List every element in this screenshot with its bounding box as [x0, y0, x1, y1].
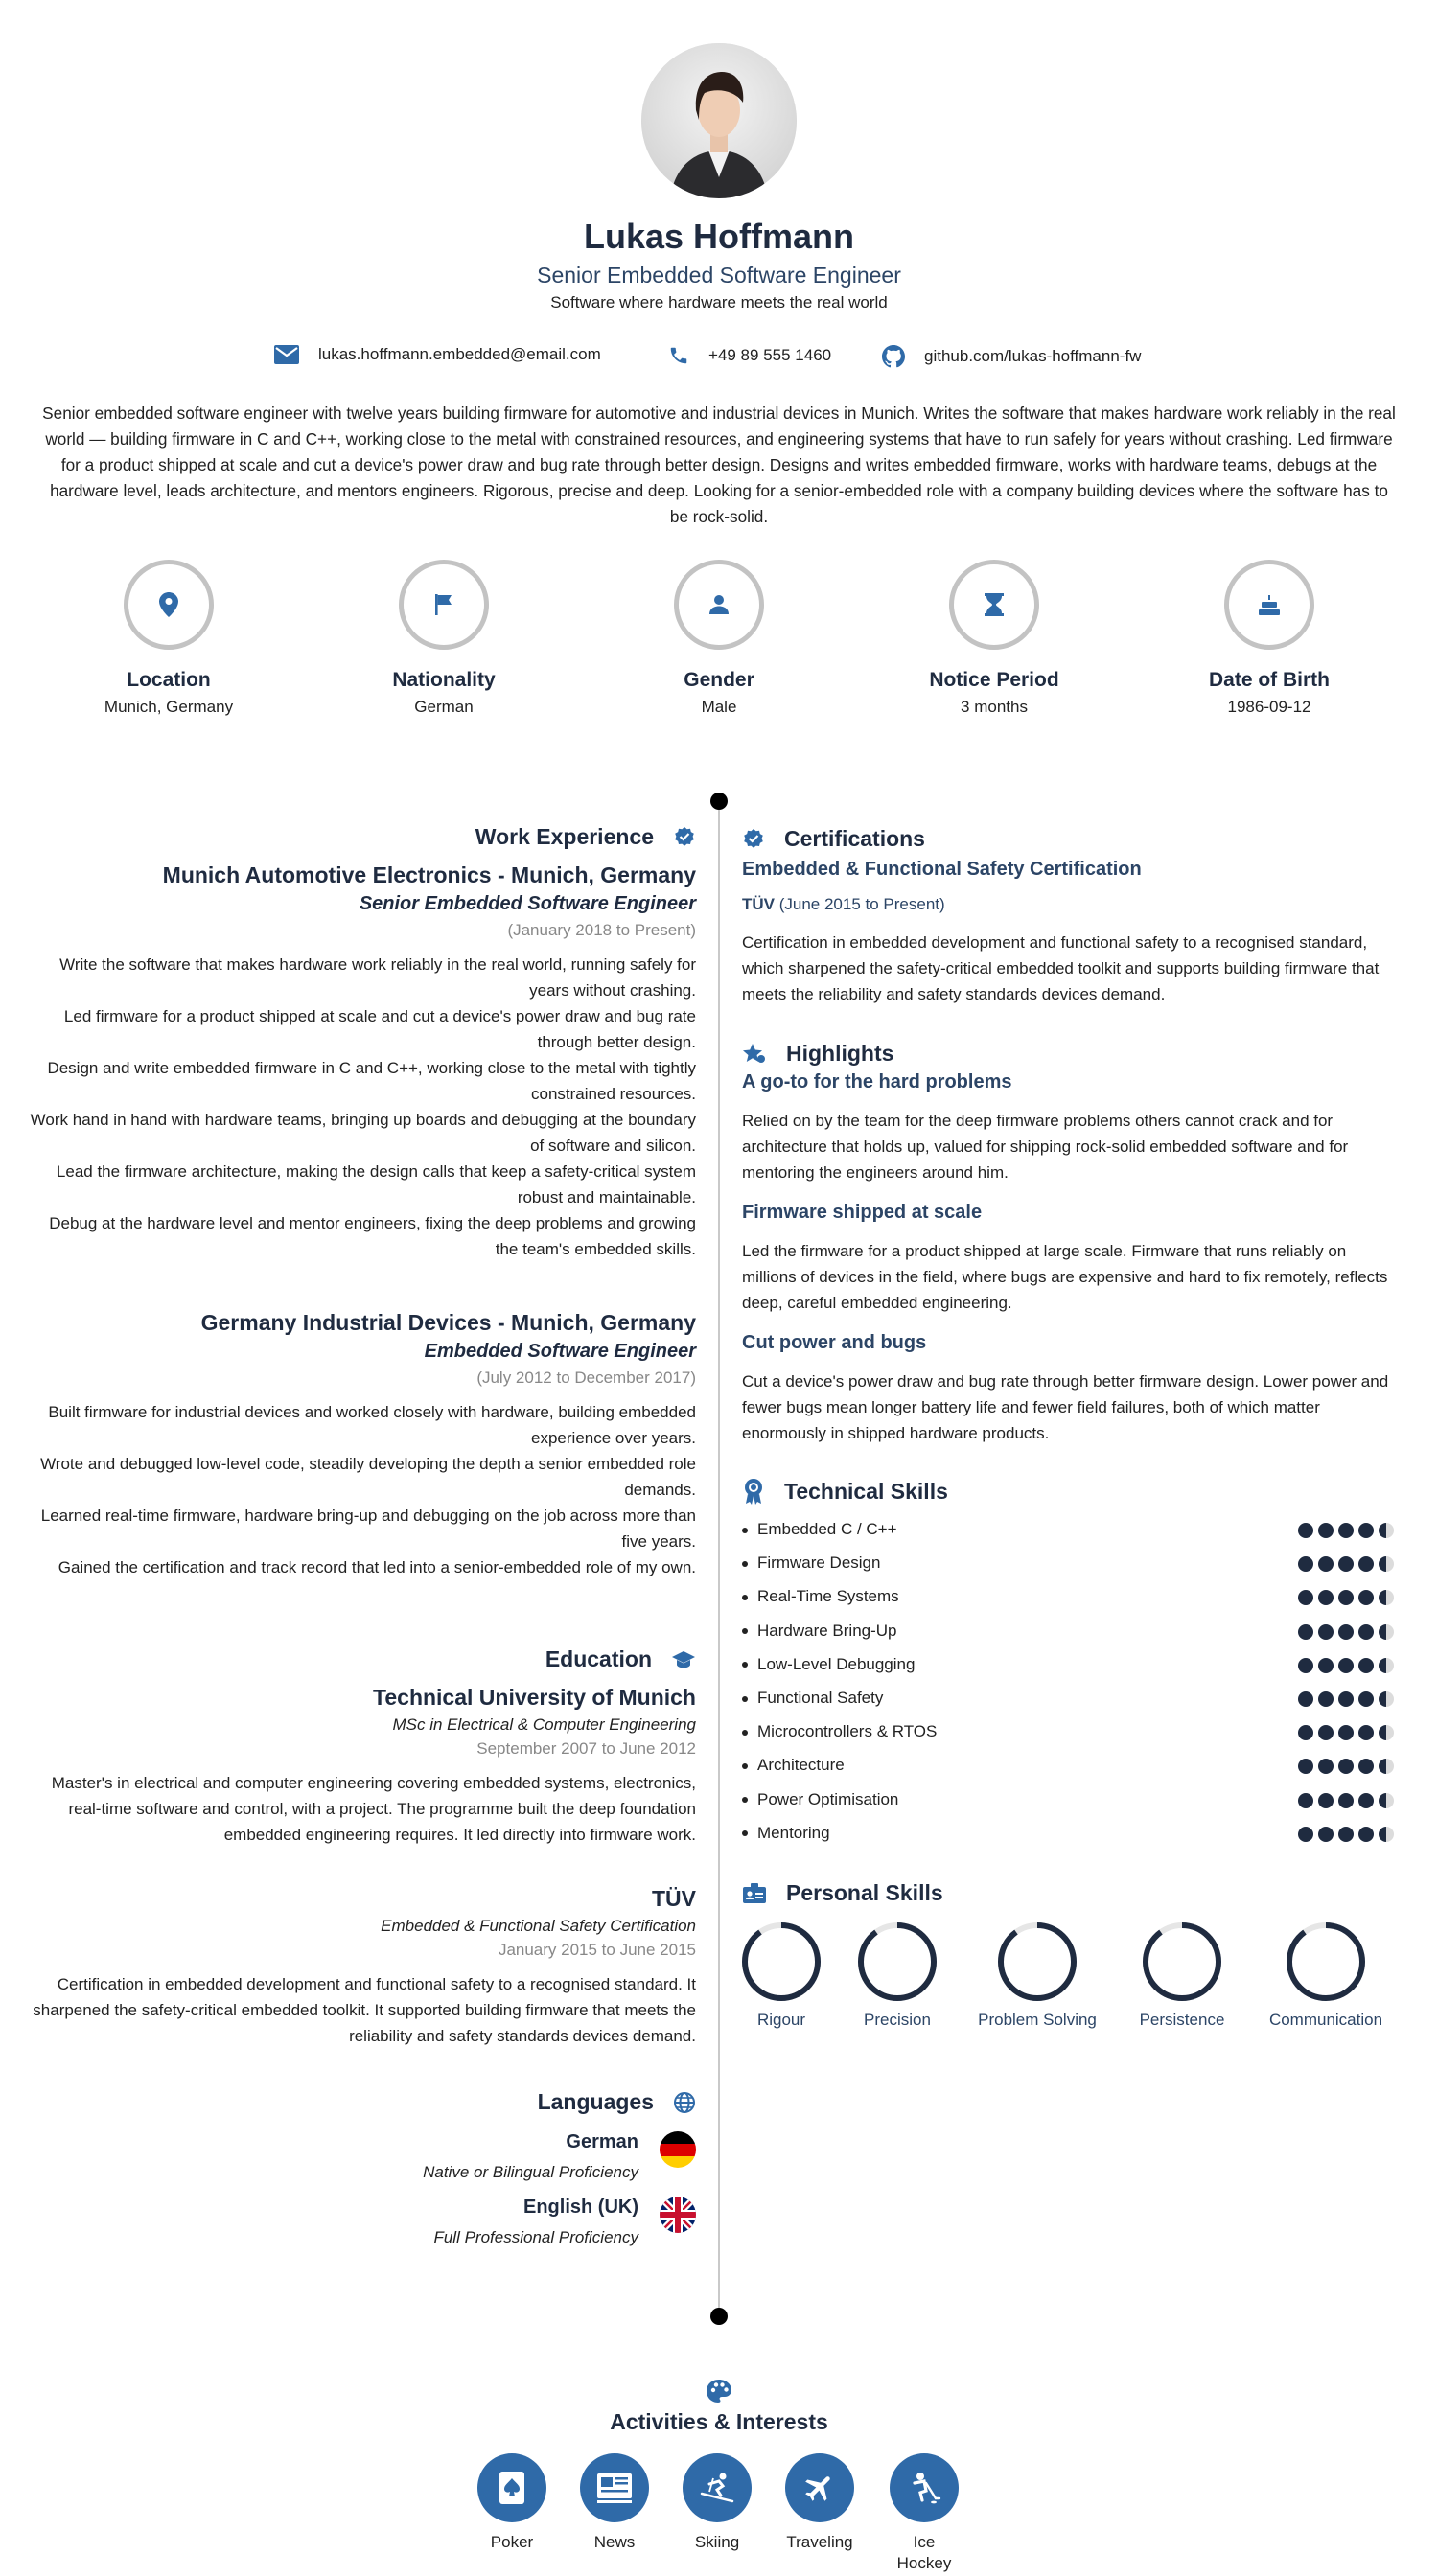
language-german — [423, 2131, 638, 2182]
language-name: German — [566, 2131, 638, 2152]
rating-dot — [1318, 1725, 1334, 1740]
info-value: German — [414, 698, 474, 716]
job-bullets — [25, 952, 696, 1262]
activity-ice-hockey — [886, 2453, 963, 2574]
skill-rating — [1298, 1523, 1394, 1538]
rating-dot — [1358, 1793, 1374, 1808]
skill-progress-ring — [1283, 1919, 1369, 2005]
rating-dot — [1379, 1759, 1394, 1774]
activity-traveling — [781, 2453, 858, 2553]
bullet-dot — [742, 1730, 748, 1736]
phone-icon — [668, 345, 689, 366]
info-gender — [623, 560, 815, 717]
skill-rating — [1298, 1759, 1394, 1774]
rating-dot — [1318, 1827, 1334, 1842]
job-bullet: Gained the certification and track record that led into a senior-embedded role of my own. — [58, 1558, 696, 1576]
job-bullet: Lead the firmware architecture, making the design calls that keep a safety-critical system robust and maintainable. — [56, 1162, 696, 1207]
technical-skill-name: Architecture — [757, 1756, 845, 1775]
id-card-icon — [742, 1883, 767, 1904]
job-bullet: Debug at the hardware level and mentor engineers, fixing the deep problems and growing the team's embedded skills. — [49, 1214, 696, 1258]
job-dates: (July 2012 to December 2017) — [476, 1368, 696, 1387]
palette-icon — [706, 2379, 732, 2408]
skill-rating — [1298, 1793, 1394, 1808]
bullet-dot — [742, 1628, 748, 1634]
skill-rating — [1298, 1827, 1394, 1842]
skill-progress-ring — [854, 1919, 940, 2005]
skill-rating — [1298, 1691, 1394, 1707]
section-title: Education — [545, 1646, 652, 1671]
technical-skill-row — [742, 1756, 1394, 1779]
personal-skill — [1115, 1919, 1249, 2030]
job-org: Germany Industrial Devices - Munich, Germany — [200, 1310, 696, 1335]
activity-skiing — [679, 2453, 755, 2553]
job-bullet: Built firmware for industrial devices and worked closely with hardware, building embedded experience over years. — [48, 1403, 696, 1447]
job-bullet: Led firmware for a product shipped at scale and cut a device's power draw and bug rate through better design. — [63, 1007, 696, 1051]
education-entry-2 — [25, 1886, 696, 2049]
cert-dates: (June 2015 to Present) — [778, 895, 945, 913]
cert-name: Embedded & Functional Safety Certification — [742, 859, 1142, 880]
job-bullet: Design and write embedded firmware in C and C++, working close to the metal with tightly constrained resources. — [47, 1059, 696, 1103]
technical-skill-name: Power Optimisation — [757, 1789, 899, 1808]
personal-skill-name: Persistence — [1139, 2011, 1225, 2029]
rating-dot — [1338, 1793, 1354, 1808]
edu-org: TÜV — [652, 1886, 696, 1911]
activity-news — [576, 2453, 653, 2553]
dob-ring — [1224, 560, 1314, 650]
activity-label: Poker — [490, 2533, 534, 2551]
job-bullet: Work hand in hand with hardware teams, bringing up boards and debugging at the boundary of software and silicon. — [30, 1111, 696, 1155]
edu-degree: Embedded & Functional Safety Certification — [381, 1917, 696, 1935]
rating-dot — [1338, 1590, 1354, 1605]
bullet-dot — [742, 1595, 748, 1600]
rating-dot — [1318, 1691, 1334, 1707]
info-nationality — [348, 560, 540, 717]
info-label: Notice Period — [929, 669, 1059, 691]
rating-dot — [1298, 1590, 1313, 1605]
candidate-name: Lukas Hoffmann — [583, 217, 855, 256]
rating-dot — [1358, 1691, 1374, 1707]
edu-text: Master's in electrical and computer engineering covering embedded systems, electronics, real-time software and control, with a project. The programme built the deep foundation embedded engineering requires. It led directly into firmware work. — [51, 1774, 696, 1844]
rating-dot — [1338, 1725, 1354, 1740]
rating-dot — [1338, 1556, 1354, 1572]
personal-skill — [830, 1919, 964, 2030]
personal-skill-name: Problem Solving — [978, 2011, 1097, 2029]
skill-progress-ring — [1139, 1919, 1225, 2005]
rating-dot — [1358, 1556, 1374, 1572]
languages-heading — [538, 2089, 696, 2115]
personal-skills-heading — [742, 1880, 1400, 1906]
education-heading — [545, 1646, 696, 1672]
personal-skill — [714, 1919, 848, 2030]
language-level: Native or Bilingual Proficiency — [423, 2163, 638, 2181]
activity-poker — [474, 2453, 550, 2553]
github-text[interactable]: github.com/lukas-hoffmann-fw — [924, 347, 1142, 365]
skill-progress-ring — [994, 1919, 1080, 2005]
highlight-title: Firmware shipped at scale — [742, 1202, 983, 1223]
award-ribbon-icon — [742, 1478, 765, 1505]
technical-skill-name: Mentoring — [757, 1823, 830, 1842]
uk-flag-icon — [660, 2196, 696, 2233]
activity-label: Traveling — [786, 2533, 853, 2551]
star-badge-icon — [742, 1043, 767, 1066]
technical-skill-row — [742, 1520, 1394, 1543]
timeline-line — [718, 800, 720, 2316]
info-label: Date of Birth — [1209, 669, 1330, 691]
job-title: Senior Embedded Software Engineer — [537, 263, 901, 288]
job-role: Embedded Software Engineer — [424, 1341, 696, 1362]
ring-fill — [1001, 1925, 1074, 1998]
info-value: Munich, Germany — [104, 698, 234, 716]
edu-text: Certification in embedded development and functional safety to a recognised standard. It sharpened the safety-critical embedded toolkit. It supported building firmware that meets the reliability and safety standards devices demand. — [33, 1975, 696, 2045]
github-icon — [882, 345, 905, 368]
section-title: Personal Skills — [786, 1880, 943, 1905]
rating-dot — [1318, 1523, 1334, 1538]
bullet-dot — [742, 1528, 748, 1533]
technical-skill-name: Low-Level Debugging — [757, 1654, 916, 1673]
rating-dot — [1379, 1556, 1394, 1572]
highlight-title: Cut power and bugs — [742, 1332, 927, 1353]
ring-fill — [1289, 1925, 1362, 1998]
globe-icon — [673, 2091, 696, 2114]
bullet-dot — [742, 1763, 748, 1769]
flag-icon — [434, 594, 453, 615]
rating-dot — [1338, 1827, 1354, 1842]
technical-skill-name: Functional Safety — [757, 1689, 884, 1707]
technical-skill-row — [742, 1824, 1394, 1847]
rating-dot — [1338, 1523, 1354, 1538]
rating-dot — [1298, 1827, 1313, 1842]
edu-dates: January 2015 to June 2015 — [498, 1941, 696, 1959]
skill-rating — [1298, 1658, 1394, 1673]
rating-dot — [1358, 1725, 1374, 1740]
rating-dot — [1358, 1658, 1374, 1673]
section-title: Highlights — [786, 1041, 894, 1066]
email-text[interactable]: lukas.hoffmann.embedded@email.com — [318, 345, 601, 363]
info-location — [73, 560, 265, 717]
info-value: Male — [701, 698, 737, 716]
rating-dot — [1298, 1725, 1313, 1740]
certificate-badge-icon — [742, 828, 765, 851]
education-entry-1 — [25, 1685, 696, 1848]
rating-dot — [1298, 1658, 1313, 1673]
rating-dot — [1298, 1793, 1313, 1808]
profile-summary: Senior embedded software engineer with twelve years building firmware for automotive and industrial devices in Munich. Writes the software that makes hardware work reliably in the real world — building firmware in C and C++, working close to the metal with constrained resources, and engineering systems that have to run safely for years without crashing. Led firmware for a product shipped at scale and cut a device's power draw and bug rate through better design. Designs and writes embedded firmware, works with hardware teams, debugs at the hardware level, leads architecture, and mentors engineers. Rigorous, precise and deep. Looking for a senior-embedded role with a company building devices where the software has to be rock-solid. — [42, 403, 1396, 526]
personal-skill — [970, 1919, 1104, 2030]
avatar — [641, 43, 797, 198]
info-notice-period — [898, 560, 1090, 717]
rating-dot — [1379, 1624, 1394, 1640]
rating-dot — [1298, 1556, 1313, 1572]
rating-dot — [1358, 1523, 1374, 1538]
timeline-dot-top — [710, 793, 728, 810]
skill-progress-ring — [738, 1919, 824, 2005]
location-ring — [124, 560, 214, 650]
activity-label: News — [593, 2533, 636, 2551]
rating-dot — [1298, 1759, 1313, 1774]
technical-skill-row — [742, 1655, 1394, 1678]
verified-badge-icon — [673, 826, 696, 849]
contact-email[interactable] — [274, 345, 601, 364]
ring-fill — [1146, 1925, 1218, 1998]
gender-ring — [674, 560, 764, 650]
graduation-cap-icon — [671, 1649, 696, 1670]
info-label: Gender — [684, 669, 754, 691]
rating-dot — [1379, 1590, 1394, 1605]
rating-dot — [1318, 1624, 1334, 1640]
bullet-dot — [742, 1662, 748, 1668]
technical-skill-row — [742, 1790, 1394, 1813]
location-pin-icon — [159, 592, 178, 617]
germany-flag-icon — [660, 2131, 696, 2168]
section-title: Technical Skills — [784, 1478, 948, 1504]
certifications-heading — [742, 826, 1400, 852]
rating-dot — [1379, 1523, 1394, 1538]
work-experience-heading — [475, 824, 696, 850]
activity-label: Ice Hockey — [896, 2533, 952, 2572]
job-org: Munich Automotive Electronics - Munich, Germany — [162, 862, 696, 887]
highlight-title: A go-to for the hard problems — [742, 1071, 1012, 1092]
language-level: Full Professional Proficiency — [433, 2228, 638, 2246]
language-english — [433, 2196, 638, 2247]
bullet-dot — [742, 1561, 748, 1567]
highlight-text: Cut a device's power draw and bug rate through better firmware design. Lower power and fewer bugs mean longer battery life and fewer field failures, both of which matter enormously in shipped hardware products. — [742, 1372, 1389, 1442]
newspaper-icon — [580, 2453, 649, 2522]
rating-dot — [1318, 1793, 1334, 1808]
phone-text[interactable]: +49 89 555 1460 — [708, 346, 832, 364]
technical-skill-name: Microcontrollers & RTOS — [757, 1722, 938, 1741]
job-bullets — [25, 1399, 696, 1580]
activity-label: Skiing — [694, 2533, 740, 2551]
rating-dot — [1318, 1658, 1334, 1673]
section-title: Work Experience — [475, 824, 654, 849]
info-value: 3 months — [961, 698, 1028, 716]
rating-dot — [1298, 1624, 1313, 1640]
rating-dot — [1358, 1590, 1374, 1605]
rating-dot — [1358, 1827, 1374, 1842]
job-bullet: Wrote and debugged low-level code, steadily developing the depth a senior embedded role demands. — [40, 1455, 696, 1499]
info-label: Nationality — [392, 669, 496, 691]
rating-dot — [1379, 1793, 1394, 1808]
technical-skill-row — [742, 1722, 1394, 1745]
highlights-heading — [742, 1041, 1400, 1067]
personal-skill-name: Communication — [1268, 2011, 1383, 2029]
tagline: Software where hardware meets the real world — [550, 293, 888, 311]
personal-skill-name: Precision — [864, 2011, 931, 2029]
bullet-dot — [742, 1797, 748, 1803]
technical-skill-row — [742, 1587, 1394, 1610]
cert-issuer: TÜV — [742, 895, 775, 913]
rating-dot — [1318, 1759, 1334, 1774]
language-name: English (UK) — [523, 2196, 638, 2218]
personal-skill — [1259, 1919, 1393, 2030]
technical-skill-name: Real-Time Systems — [757, 1587, 899, 1606]
highlight-text: Relied on by the team for the deep firmware problems others cannot crack and for architecture that holds up, valued for shipping rock-solid embedded software and for mentoring the engineers around him. — [742, 1112, 1349, 1182]
rating-dot — [1298, 1691, 1313, 1707]
rating-dot — [1379, 1658, 1394, 1673]
cake-icon — [1258, 593, 1281, 616]
ring-fill — [745, 1925, 818, 1998]
rating-dot — [1338, 1759, 1354, 1774]
skiing-icon — [683, 2453, 752, 2522]
rating-dot — [1318, 1590, 1334, 1605]
technical-skill-name: Hardware Bring-Up — [757, 1621, 897, 1640]
cert-text: Certification in embedded development and functional safety to a recognised standard, which sharpened the safety-critical embedded toolkit and supports building firmware that meets the reliability and safety standards devices demand. — [742, 933, 1380, 1003]
personal-skill-name: Rigour — [756, 2011, 806, 2029]
job-2 — [25, 1310, 696, 1580]
ring-fill — [861, 1925, 934, 1998]
rating-dot — [1338, 1691, 1354, 1707]
rating-dot — [1379, 1691, 1394, 1707]
skill-rating — [1298, 1725, 1394, 1740]
technical-skill-row — [742, 1689, 1394, 1712]
technical-skill-row — [742, 1622, 1394, 1644]
job-1 — [25, 862, 696, 1262]
job-dates: (January 2018 to Present) — [507, 921, 696, 939]
rating-dot — [1379, 1725, 1394, 1740]
edu-dates: September 2007 to June 2012 — [476, 1739, 696, 1758]
person-icon — [708, 594, 730, 615]
info-value: 1986-09-12 — [1227, 698, 1311, 716]
cert-issuer-line — [742, 895, 1400, 914]
edu-degree: MSc in Electrical & Computer Engineering — [392, 1715, 696, 1734]
job-role: Senior Embedded Software Engineer — [359, 893, 696, 914]
nationality-ring — [399, 560, 489, 650]
contact-github[interactable] — [882, 345, 1141, 368]
job-bullet: Learned real-time firmware, hardware bring-up and debugging on the job across more than five years. — [40, 1506, 696, 1551]
activities-title: Activities & Interests — [610, 2409, 828, 2434]
highlight-text: Led the firmware for a product shipped at large scale. Firmware that runs reliably on millions of devices in the field, where bugs are expensive and hard to fix remotely, reflects deep, careful embedded engineering. — [742, 1242, 1388, 1312]
rating-dot — [1338, 1658, 1354, 1673]
rating-dot — [1298, 1523, 1313, 1538]
skill-rating — [1298, 1624, 1394, 1640]
rating-dot — [1338, 1624, 1354, 1640]
info-date-of-birth — [1173, 560, 1365, 717]
rating-dot — [1358, 1759, 1374, 1774]
rating-dot — [1358, 1624, 1374, 1640]
technical-skill-name: Firmware Design — [757, 1553, 881, 1573]
section-title: Languages — [537, 2089, 654, 2114]
rating-dot — [1379, 1827, 1394, 1842]
ice-hockey-icon — [890, 2453, 959, 2522]
edu-org: Technical University of Munich — [373, 1685, 696, 1710]
skill-rating — [1298, 1590, 1394, 1605]
notice-ring — [949, 560, 1039, 650]
info-label: Location — [127, 669, 211, 691]
technical-skills-heading — [742, 1478, 1400, 1505]
contact-phone[interactable] — [668, 345, 831, 366]
technical-skill-row — [742, 1553, 1394, 1576]
rating-dot — [1318, 1556, 1334, 1572]
email-icon — [274, 345, 299, 364]
bullet-dot — [742, 1696, 748, 1702]
bullet-dot — [742, 1830, 748, 1836]
job-bullet: Write the software that makes hardware work reliably in the real world, running safely for years without crashing. — [59, 955, 696, 1000]
technical-skill-name: Embedded C / C++ — [757, 1520, 897, 1538]
poker-card-icon — [477, 2453, 546, 2522]
section-title: Certifications — [784, 826, 925, 851]
timeline-dot-bottom — [710, 2308, 728, 2325]
airplane-icon — [785, 2453, 854, 2522]
skill-rating — [1298, 1556, 1394, 1572]
hourglass-icon — [985, 593, 1004, 616]
